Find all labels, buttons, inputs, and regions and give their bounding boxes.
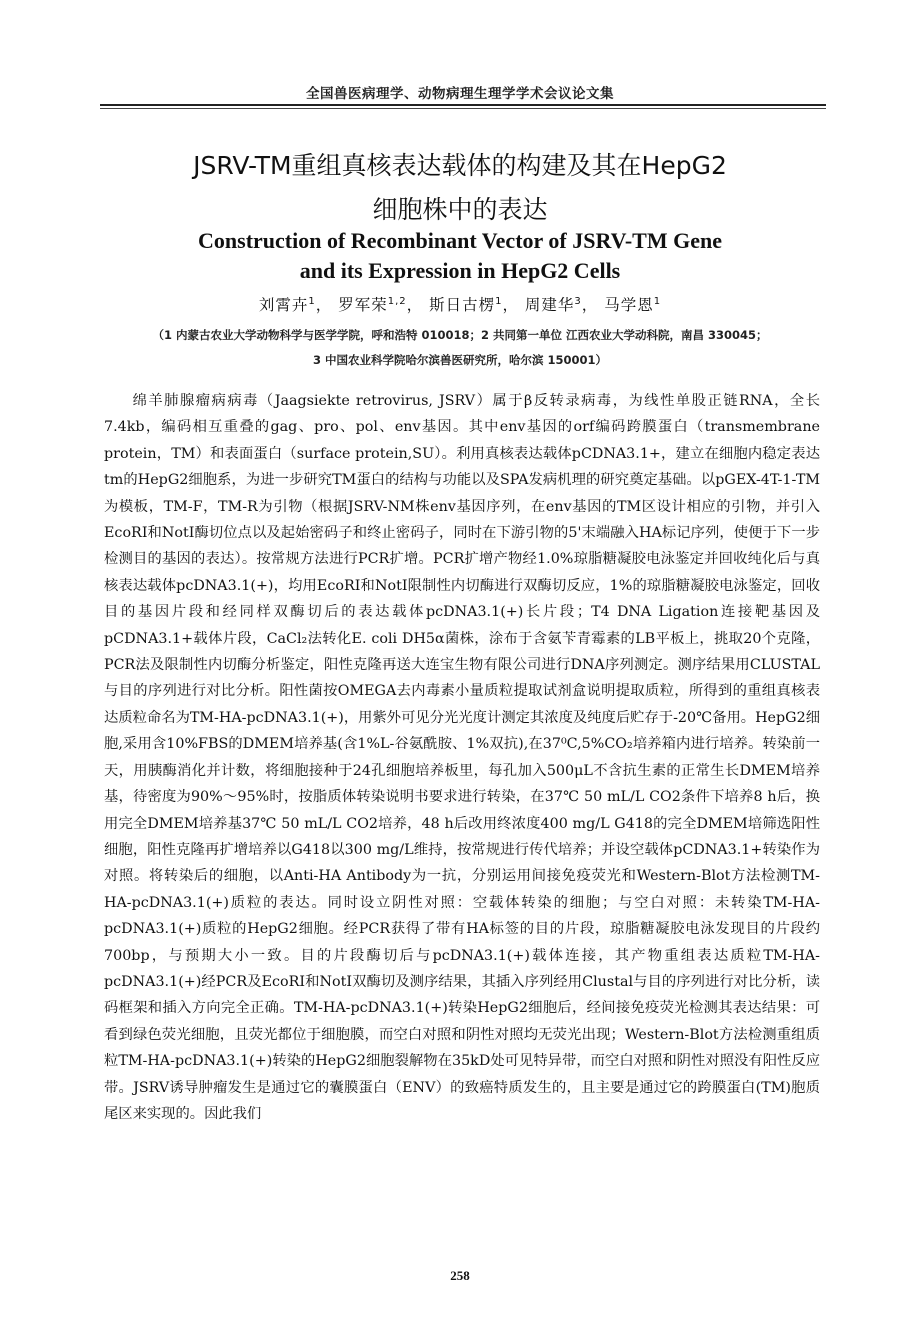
- author: 马学恩$^1$: [604, 295, 662, 314]
- author-list: [100, 293, 820, 315]
- affiliations-line2: 3 中国农业科学院哈尔滨兽医研究所，哈尔滨 150001）: [312, 353, 608, 367]
- author: 斯日古楞$^1$，: [429, 295, 519, 314]
- page-number: 258: [450, 1268, 470, 1283]
- author: 周建华$^3$，: [524, 295, 599, 314]
- author: 罗军荣$^{1,2}$，: [338, 295, 424, 314]
- title-chinese-line1: JSRV-TM重组真核表达载体的构建及其在HepG2: [193, 151, 727, 180]
- title-chinese-line2: 细胞株中的表达: [372, 195, 548, 224]
- affiliations-line1: （1 内蒙古农业大学动物科学与医学学院，呼和浩特 010018；2 共同第一单位 江西农业大学动科院，南昌 330045；: [152, 328, 768, 342]
- abstract-body: [104, 388, 820, 1127]
- running-header: 全国兽医病理学、动物病理生理学学术会议论文集: [306, 86, 614, 102]
- title-english-line2: and its Expression in HepG2 Cells: [299, 258, 621, 283]
- title-english-line1: Construction of Recombinant Vector of JSRV-TM Gene: [198, 228, 722, 253]
- header-rule: [100, 104, 826, 106]
- header-rule-thin: [100, 108, 826, 109]
- author: 刘霄卉$^1$，: [258, 295, 333, 314]
- body-paragraph: 绵羊肺腺瘤病病毒（Jaagsiekte retrovirus, JSRV）属于β反转录病毒，为线性单股正链RNA，全长7.4kb，编码相互重叠的gag、pro、pol、env基因。其中env基因的orf编码跨膜蛋白（transmembrane protein，TM）和表面蛋白（surface protein,SU）。利用真核表达载体pCDNA3.1+，建立在细胞内稳定表达tm的HepG2细胞系，为进一步研究TM蛋白的结构与功能以及SPA发病机理的研究奠定基础。以pGEX-4T-1-TM为模板，TM-F，TM-R为引物（根据JSRV-NM株env基因序列，在env基因的TM区设计相应的引物，并引入EcoRI和NotI酶切位点以及起始密码子和终止密码子，同时在下游引物的5'末端融入HA标记序列，使便于下一步检测目的基因的表达）。按常规方法进行PCR扩增。PCR扩增产物经1.0%琼脂糖凝胶电泳鉴定并回收纯化后与真核表达载体pcDNA3.1(+)，均用EcoRI和NotI限制性内切酶进行双酶切反应，1%的琼脂糖凝胶电泳鉴定，回收目的基因片段和经同样双酶切后的表达载体pcDNA3.1(+)长片段；T4 DNA Ligation连接靶基因及pCDNA3.1+载体片段，CaCl₂法转化E. coli DH5α菌株，涂布于含氨苄青霉素的LB平板上，挑取20个克隆，PCR法及限制性内切酶分析鉴定，阳性克隆再送大连宝生物有限公司进行DNA序列测定。测序结果用CLUSTAL与目的序列进行对比分析。阳性菌按OMEGA去内毒素小量质粒提取试剂盒说明提取质粒，所得到的重组真核表达质粒命名为TM-HA-pcDNA3.1(+)，用紫外可见分光光度计测定其浓度及纯度后贮存于-20℃备用。HepG2细胞,采用含10%FBS的DMEM培养基(含1%L-谷氨酰胺、1%双抗),在37⁰C,5%CO₂培养箱内进行培养。转染前一天，用胰酶消化并计数，将细胞接种于24孔细胞培养板里，每孔加入500μL不含抗生素的正常生长DMEM培养基，待密度为90%～95%时，按脂质体转染说明书要求进行转染，在37℃ 50 mL/L CO2条件下培养8 h后，换用完全DMEM培养基37℃ 50 mL/L CO2培养，48 h后改用终浓度400 mg/L G418的完全DMEM培筛选阳性细胞，阳性克隆再扩增培养以G418以300 mg/L维持，按常规进行传代培养；并设空载体pCDNA3.1+转染作为对照。将转染后的细胞，以Anti-HA Antibody为一抗，分别运用间接免疫荧光和Western-Blot方法检测TM-HA-pcDNA3.1(+)质粒的表达。同时设立阴性对照：空载体转染的细胞；与空白对照：未转染TM-HA-pcDNA3.1(+)质粒的HepG2细胞。经PCR获得了带有HA标签的目的片段，琼脂糖凝胶电泳发现目的片段约700bp，与预期大小一致。目的片段酶切后与pcDNA3.1(+)载体连接，其产物重组表达质粒TM-HA-pcDNA3.1(+)经PCR及EcoRI和NotI双酶切及测序结果，其插入序列经用Clustal与目的序列进行对比分析，读码框架和插入方向完全正确。TM-HA-pcDNA3.1(+)转染HepG2细胞后，经间接免疫荧光检测其表达结果：可看到绿色荧光细胞，且荧光都位于细胞膜，而空白对照和阴性对照均无荧光出现；Western-Blot方法检测重组质粒TM-HA-pcDNA3.1(+)转染的HepG2细胞裂解物在35kD处可见特异带，而空白对照和阴性对照没有阳性反应带。JSRV诱导肿瘤发生是通过它的囊膜蛋白（ENV）的致癌特质发生的，且主要是通过它的跨膜蛋白(TM)胞质尾区来实现的。因此我们: [104, 393, 820, 1122]
